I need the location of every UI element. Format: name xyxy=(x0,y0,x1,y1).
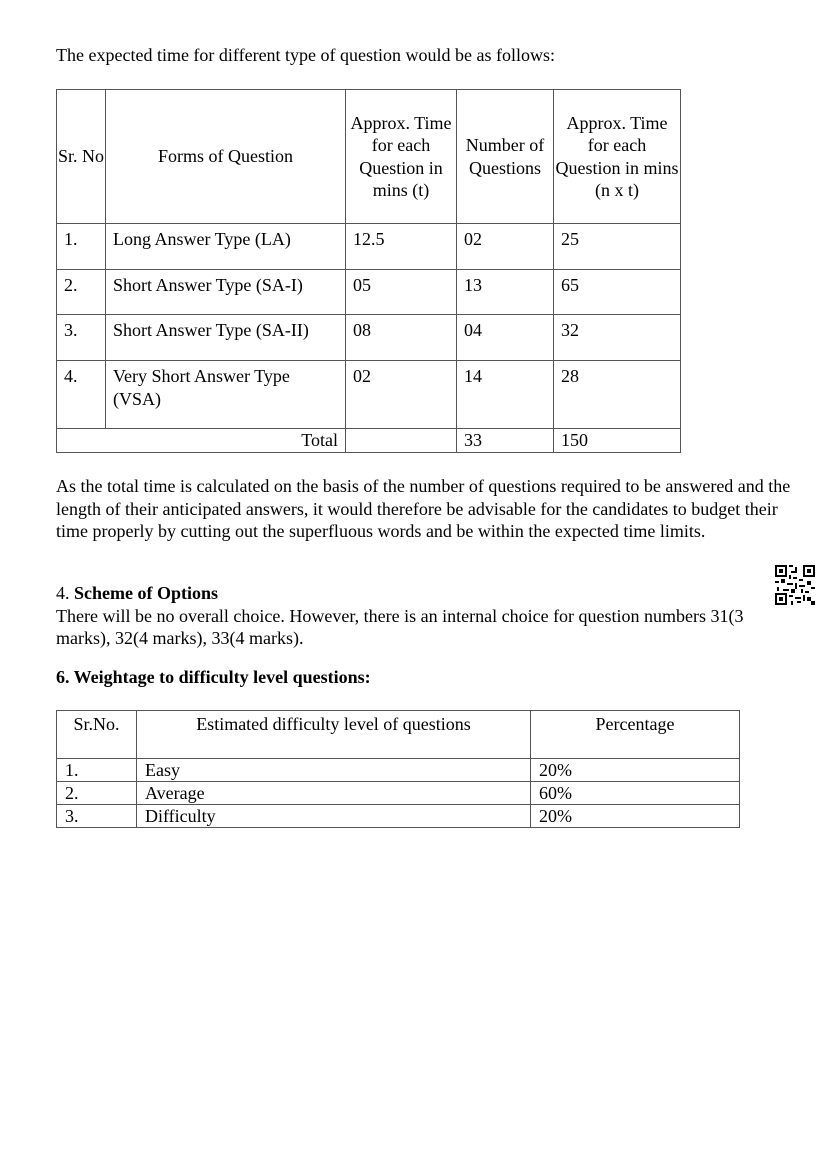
header-cell: Sr. No xyxy=(57,90,106,224)
header-cell: Percentage xyxy=(531,711,740,759)
cell-level: Difficulty xyxy=(137,805,531,828)
cell-form: Very Short Answer Type (VSA) xyxy=(106,361,346,429)
total-empty-cell xyxy=(346,429,457,453)
cell-sr: 2. xyxy=(57,782,137,805)
cell-total-time: 25 xyxy=(554,224,681,270)
header-cell: Estimated difficulty level of questions xyxy=(137,711,531,759)
header-cell: Approx. Time for each Question in mins (t) xyxy=(346,90,457,224)
cell-total-time: 28 xyxy=(554,361,681,429)
cell-level: Easy xyxy=(137,759,531,782)
section-title: Scheme of Options xyxy=(74,583,218,603)
table-row xyxy=(57,782,740,805)
cell-number: 13 xyxy=(457,270,554,315)
header-cell: Approx. Time for each Question in mins (n x t) xyxy=(554,90,681,224)
cell-total-time: 32 xyxy=(554,315,681,361)
weightage-heading: 6. Weightage to difficulty level questions: xyxy=(56,667,371,687)
cell-form: Long Answer Type (LA) xyxy=(106,224,346,270)
total-label: Total xyxy=(57,429,346,453)
table-row xyxy=(57,805,740,828)
header-cell: Sr.No. xyxy=(57,711,137,759)
cell-level: Average xyxy=(137,782,531,805)
cell-form: Short Answer Type (SA-I) xyxy=(106,270,346,315)
section-heading xyxy=(56,582,776,605)
table-row xyxy=(57,224,681,270)
cell-sr: 4. xyxy=(57,361,106,429)
cell-time: 05 xyxy=(346,270,457,315)
table-header-row xyxy=(57,711,740,759)
table-total-row xyxy=(57,429,681,453)
cell-number: 02 xyxy=(457,224,554,270)
time-advice-paragraph: As the total time is calculated on the basis of the number of questions required to be answered and the length of their anticipated answers, it would therefore be advisable for the candidates to budget their time properly by cutting out the superfluous words and be within the expected time limits. xyxy=(56,476,791,541)
table-header-row xyxy=(57,90,681,224)
cell-number: 14 xyxy=(457,361,554,429)
total-time: 150 xyxy=(554,429,681,453)
cell-total-time: 65 xyxy=(554,270,681,315)
table-row xyxy=(57,270,681,315)
cell-time: 12.5 xyxy=(346,224,457,270)
cell-number: 04 xyxy=(457,315,554,361)
cell-sr: 2. xyxy=(57,270,106,315)
scheme-of-options-section xyxy=(56,582,776,650)
difficulty-table xyxy=(56,710,740,828)
cell-percentage: 20% xyxy=(531,759,740,782)
cell-time: 02 xyxy=(346,361,457,429)
cell-form: Short Answer Type (SA-II) xyxy=(106,315,346,361)
section-number: 4. xyxy=(56,583,70,603)
table-row xyxy=(57,315,681,361)
cell-time: 08 xyxy=(346,315,457,361)
question-time-table xyxy=(56,89,681,453)
cell-sr: 3. xyxy=(57,315,106,361)
cell-percentage: 20% xyxy=(531,805,740,828)
header-cell: Number of Questions xyxy=(457,90,554,224)
cell-sr: 3. xyxy=(57,805,137,828)
section-text: There will be no overall choice. However, there is an internal choice for question numbers 31(3 marks), 32(4 marks), 33(4 marks). xyxy=(56,605,744,648)
cell-percentage: 60% xyxy=(531,782,740,805)
qr-code-icon xyxy=(775,565,815,605)
table-row xyxy=(57,759,740,782)
total-number: 33 xyxy=(457,429,554,453)
intro-text: The expected time for different type of question would be as follows: xyxy=(56,45,556,65)
cell-sr: 1. xyxy=(57,759,137,782)
cell-sr: 1. xyxy=(57,224,106,270)
header-cell: Forms of Question xyxy=(106,90,346,224)
table-row xyxy=(57,361,681,429)
